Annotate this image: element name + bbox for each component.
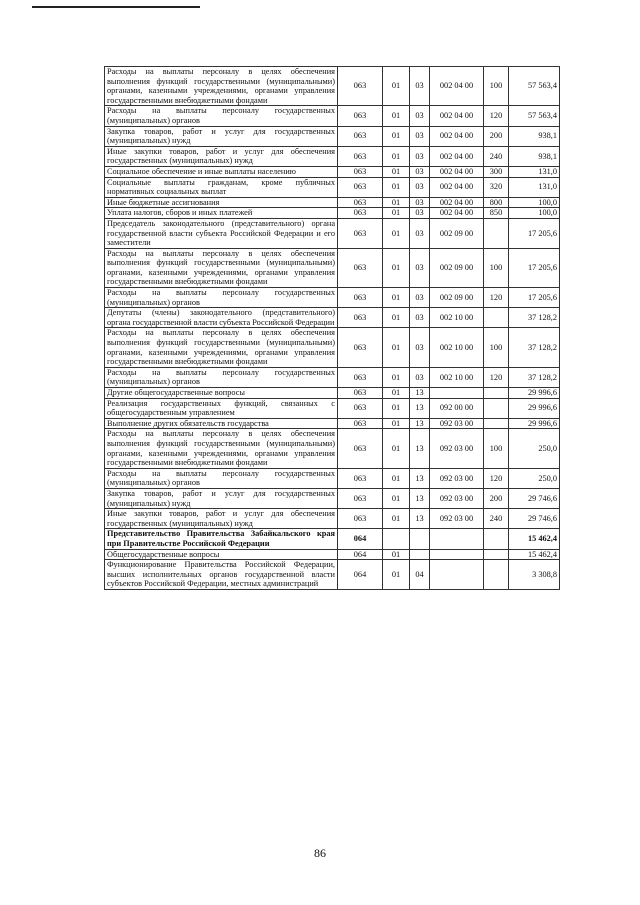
amount-cell: 29 996,6 <box>509 398 560 418</box>
expense-name-cell: Социальное обеспечение и иные выплаты населению <box>105 166 338 177</box>
table-row <box>105 468 560 488</box>
table-row <box>105 308 560 328</box>
amount-cell: 29 996,6 <box>509 418 560 429</box>
target-article-cell: 092 03 00 <box>430 468 484 488</box>
expense-name-cell: Расходы на выплаты персоналу государственных (муниципальных) органов <box>105 106 338 126</box>
section-code-cell: 01 <box>383 468 410 488</box>
amount-cell: 15 462,4 <box>509 549 560 560</box>
department-code-cell: 063 <box>338 308 383 328</box>
page-number: 86 <box>314 846 326 860</box>
section-code-cell: 01 <box>383 367 410 387</box>
target-article-cell: 092 03 00 <box>430 488 484 508</box>
table-row <box>105 388 560 399</box>
section-code-cell: 01 <box>383 429 410 468</box>
table-row <box>105 177 560 197</box>
expense-type-cell: 120 <box>484 468 509 488</box>
table-row <box>105 67 560 106</box>
target-article-cell: 002 10 00 <box>430 367 484 387</box>
target-article-cell: 002 09 00 <box>430 248 484 287</box>
section-code-cell: 01 <box>383 146 410 166</box>
table-row <box>105 197 560 208</box>
subsection-code-cell: 03 <box>410 218 430 248</box>
subsection-code-cell: 03 <box>410 126 430 146</box>
table-row <box>105 328 560 367</box>
expense-name-cell: Председатель законодательного (представительного) органа государственной власти субъекта Российской Федерации и его заместители <box>105 218 338 248</box>
amount-cell: 17 205,6 <box>509 288 560 308</box>
amount-cell: 100,0 <box>509 197 560 208</box>
expense-type-cell <box>484 218 509 248</box>
expense-type-cell <box>484 418 509 429</box>
expense-type-cell: 200 <box>484 488 509 508</box>
amount-cell: 17 205,6 <box>509 248 560 287</box>
subsection-code-cell: 03 <box>410 248 430 287</box>
table-row <box>105 509 560 529</box>
expense-name-cell: Расходы на выплаты персоналу государственных (муниципальных) органов <box>105 367 338 387</box>
department-code-cell: 063 <box>338 248 383 287</box>
department-code-cell: 064 <box>338 529 383 549</box>
target-article-cell: 002 09 00 <box>430 288 484 308</box>
department-code-cell: 063 <box>338 177 383 197</box>
target-article-cell: 002 04 00 <box>430 177 484 197</box>
expense-name-cell: Представительство Правительства Забайкальского края при Правительстве Российской Федерации <box>105 529 338 549</box>
expense-type-cell: 100 <box>484 248 509 287</box>
expense-type-cell <box>484 560 509 590</box>
amount-cell: 57 563,4 <box>509 67 560 106</box>
table-row <box>105 126 560 146</box>
amount-cell: 37 128,2 <box>509 328 560 367</box>
department-code-cell: 064 <box>338 549 383 560</box>
amount-cell: 938,1 <box>509 126 560 146</box>
department-code-cell: 063 <box>338 218 383 248</box>
expense-type-cell <box>484 308 509 328</box>
table-row <box>105 488 560 508</box>
expense-name-cell: Расходы на выплаты персоналу в целях обеспечения выполнения функций государственными (муниципальными) органами, казенными учреждениями, органами управления государственными внебюджетными фондами <box>105 248 338 287</box>
section-code-cell: 01 <box>383 549 410 560</box>
table-row <box>105 106 560 126</box>
subsection-code-cell <box>410 529 430 549</box>
target-article-cell: 002 09 00 <box>430 218 484 248</box>
table-row <box>105 418 560 429</box>
department-code-cell: 063 <box>338 398 383 418</box>
department-code-cell: 063 <box>338 67 383 106</box>
subsection-code-cell: 03 <box>410 67 430 106</box>
expense-name-cell: Функционирование Правительства Российской Федерации, высших исполнительных органов государственной власти субъектов Российской Федерации, местных администраций <box>105 560 338 590</box>
amount-cell: 29 996,6 <box>509 388 560 399</box>
department-code-cell: 063 <box>338 197 383 208</box>
amount-cell: 17 205,6 <box>509 218 560 248</box>
expense-type-cell: 200 <box>484 126 509 146</box>
table-row <box>105 218 560 248</box>
section-code-cell: 01 <box>383 248 410 287</box>
department-code-cell: 063 <box>338 208 383 219</box>
expense-type-cell: 120 <box>484 288 509 308</box>
target-article-cell <box>430 560 484 590</box>
expense-name-cell: Иные закупки товаров, работ и услуг для обеспечения государственных (муниципальных) нужд <box>105 146 338 166</box>
subsection-code-cell: 03 <box>410 328 430 367</box>
section-code-cell: 01 <box>383 328 410 367</box>
amount-cell: 250,0 <box>509 468 560 488</box>
section-code-cell: 01 <box>383 418 410 429</box>
expense-name-cell: Закупка товаров, работ и услуг для государственных (муниципальных) нужд <box>105 126 338 146</box>
expense-name-cell: Социальные выплаты гражданам, кроме публичных нормативных социальных выплат <box>105 177 338 197</box>
department-code-cell: 063 <box>338 166 383 177</box>
target-article-cell: 002 10 00 <box>430 328 484 367</box>
expense-type-cell: 300 <box>484 166 509 177</box>
expense-type-cell: 120 <box>484 367 509 387</box>
department-code-cell: 063 <box>338 106 383 126</box>
amount-cell: 37 128,2 <box>509 367 560 387</box>
expense-name-cell: Иные закупки товаров, работ и услуг для обеспечения государственных (муниципальных) нужд <box>105 509 338 529</box>
expense-name-cell: Иные бюджетные ассигнования <box>105 197 338 208</box>
section-code-cell: 01 <box>383 208 410 219</box>
expense-name-cell: Расходы на выплаты персоналу государственных (муниципальных) органов <box>105 288 338 308</box>
section-code-cell: 01 <box>383 388 410 399</box>
amount-cell: 3 308,8 <box>509 560 560 590</box>
expense-type-cell: 100 <box>484 429 509 468</box>
amount-cell: 37 128,2 <box>509 308 560 328</box>
subsection-code-cell: 03 <box>410 208 430 219</box>
expense-name-cell: Реализация государственных функций, связанных с общегосударственным управлением <box>105 398 338 418</box>
target-article-cell: 002 04 00 <box>430 67 484 106</box>
expense-name-cell: Выполнение других обязательств государства <box>105 418 338 429</box>
subsection-code-cell: 13 <box>410 429 430 468</box>
section-code-cell: 01 <box>383 488 410 508</box>
section-code-cell: 01 <box>383 218 410 248</box>
section-code-cell: 01 <box>383 67 410 106</box>
subsection-code-cell: 13 <box>410 488 430 508</box>
amount-cell: 250,0 <box>509 429 560 468</box>
table-row <box>105 398 560 418</box>
target-article-cell <box>430 529 484 549</box>
subsection-code-cell: 13 <box>410 388 430 399</box>
table-row <box>105 529 560 549</box>
expense-type-cell <box>484 529 509 549</box>
expense-type-cell: 320 <box>484 177 509 197</box>
expense-name-cell: Расходы на выплаты персоналу в целях обеспечения выполнения функций государственными (муниципальными) органами, казенными учреждениями, органами управления государственными внебюджетными фондами <box>105 328 338 367</box>
target-article-cell: 002 04 00 <box>430 106 484 126</box>
table-row <box>105 549 560 560</box>
amount-cell: 131,0 <box>509 177 560 197</box>
subsection-code-cell: 03 <box>410 146 430 166</box>
department-code-cell: 063 <box>338 509 383 529</box>
subsection-code-cell: 03 <box>410 177 430 197</box>
section-code-cell: 01 <box>383 166 410 177</box>
amount-cell: 131,0 <box>509 166 560 177</box>
target-article-cell <box>430 388 484 399</box>
subsection-code-cell: 03 <box>410 288 430 308</box>
amount-cell: 57 563,4 <box>509 106 560 126</box>
department-code-cell: 063 <box>338 288 383 308</box>
target-article-cell: 002 04 00 <box>430 197 484 208</box>
budget-table-body <box>105 67 560 590</box>
target-article-cell: 002 04 00 <box>430 126 484 146</box>
expense-type-cell: 240 <box>484 146 509 166</box>
table-row <box>105 208 560 219</box>
table-row <box>105 367 560 387</box>
subsection-code-cell: 03 <box>410 166 430 177</box>
budget-table <box>104 66 560 590</box>
table-row <box>105 146 560 166</box>
table-row <box>105 248 560 287</box>
subsection-code-cell: 13 <box>410 509 430 529</box>
section-code-cell: 01 <box>383 197 410 208</box>
department-code-cell: 063 <box>338 367 383 387</box>
section-code-cell: 01 <box>383 398 410 418</box>
department-code-cell: 064 <box>338 560 383 590</box>
subsection-code-cell: 13 <box>410 418 430 429</box>
target-article-cell: 092 03 00 <box>430 509 484 529</box>
amount-cell: 938,1 <box>509 146 560 166</box>
table-row <box>105 166 560 177</box>
table-row <box>105 560 560 590</box>
subsection-code-cell: 13 <box>410 398 430 418</box>
section-code-cell: 01 <box>383 560 410 590</box>
subsection-code-cell: 03 <box>410 367 430 387</box>
subsection-code-cell: 03 <box>410 308 430 328</box>
amount-cell: 100,0 <box>509 208 560 219</box>
expense-type-cell <box>484 388 509 399</box>
target-article-cell: 002 04 00 <box>430 166 484 177</box>
expense-type-cell: 120 <box>484 106 509 126</box>
section-code-cell: 01 <box>383 288 410 308</box>
expense-type-cell: 100 <box>484 67 509 106</box>
expense-type-cell <box>484 549 509 560</box>
target-article-cell: 002 10 00 <box>430 308 484 328</box>
target-article-cell: 092 03 00 <box>430 418 484 429</box>
subsection-code-cell: 03 <box>410 197 430 208</box>
expense-type-cell <box>484 398 509 418</box>
subsection-code-cell <box>410 549 430 560</box>
section-code-cell: 01 <box>383 126 410 146</box>
expense-name-cell: Уплата налогов, сборов и иных платежей <box>105 208 338 219</box>
expense-name-cell: Закупка товаров, работ и услуг для государственных (муниципальных) нужд <box>105 488 338 508</box>
table-row <box>105 288 560 308</box>
top-rule <box>32 6 200 8</box>
amount-cell: 15 462,4 <box>509 529 560 549</box>
department-code-cell: 063 <box>338 429 383 468</box>
section-code-cell <box>383 529 410 549</box>
department-code-cell: 063 <box>338 388 383 399</box>
section-code-cell: 01 <box>383 177 410 197</box>
amount-cell: 29 746,6 <box>509 509 560 529</box>
expense-name-cell: Общегосударственные вопросы <box>105 549 338 560</box>
subsection-code-cell: 13 <box>410 468 430 488</box>
subsection-code-cell: 03 <box>410 106 430 126</box>
subsection-code-cell: 04 <box>410 560 430 590</box>
expense-name-cell: Депутаты (члены) законодательного (представительного) органа государственной власти субъекта Российской Федерации <box>105 308 338 328</box>
department-code-cell: 063 <box>338 328 383 367</box>
target-article-cell: 092 00 00 <box>430 398 484 418</box>
department-code-cell: 063 <box>338 488 383 508</box>
target-article-cell: 092 03 00 <box>430 429 484 468</box>
target-article-cell <box>430 549 484 560</box>
table-row <box>105 429 560 468</box>
department-code-cell: 063 <box>338 418 383 429</box>
target-article-cell: 002 04 00 <box>430 146 484 166</box>
expense-name-cell: Расходы на выплаты персоналу в целях обеспечения выполнения функций государственными (муниципальными) органами, казенными учреждениями, органами управления государственными внебюджетными фондами <box>105 429 338 468</box>
department-code-cell: 063 <box>338 146 383 166</box>
section-code-cell: 01 <box>383 308 410 328</box>
section-code-cell: 01 <box>383 509 410 529</box>
expense-type-cell: 240 <box>484 509 509 529</box>
department-code-cell: 063 <box>338 468 383 488</box>
amount-cell: 29 746,6 <box>509 488 560 508</box>
target-article-cell: 002 04 00 <box>430 208 484 219</box>
expense-type-cell: 800 <box>484 197 509 208</box>
section-code-cell: 01 <box>383 106 410 126</box>
department-code-cell: 063 <box>338 126 383 146</box>
expense-type-cell: 100 <box>484 328 509 367</box>
expense-type-cell: 850 <box>484 208 509 219</box>
expense-name-cell: Расходы на выплаты персоналу в целях обеспечения выполнения функций государственными (муниципальными) органами, казенными учреждениями, органами управления государственными внебюджетными фондами <box>105 67 338 106</box>
expense-name-cell: Другие общегосударственные вопросы <box>105 388 338 399</box>
expense-name-cell: Расходы на выплаты персоналу государственных (муниципальных) органов <box>105 468 338 488</box>
